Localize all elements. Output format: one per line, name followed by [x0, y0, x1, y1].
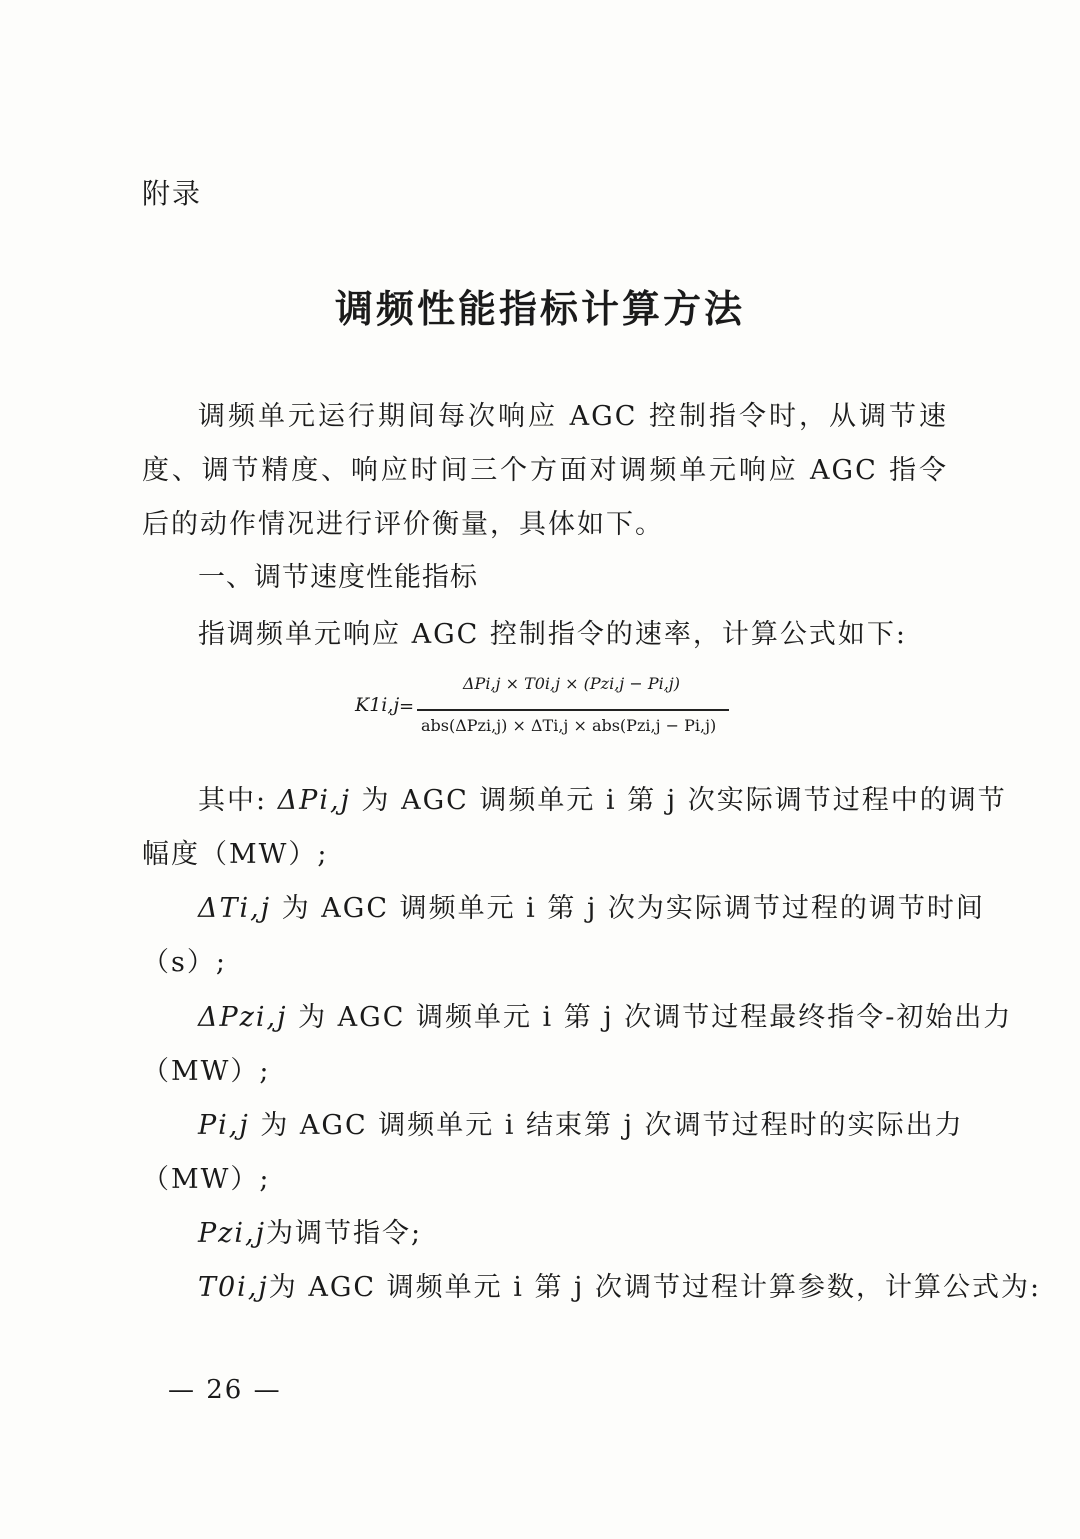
- definition-delta-p-cont: 幅度（MW）;: [142, 839, 329, 870]
- symbol-delta-t: ΔTi,j: [198, 893, 272, 924]
- definition-delta-t-cont: （s）;: [142, 947, 227, 978]
- definition-delta-t: [198, 886, 985, 925]
- definition-pz: [198, 1211, 422, 1250]
- symbol-delta-p: ΔPi,j: [277, 785, 351, 816]
- formula-fraction-bar: [417, 709, 729, 711]
- definition-delta-pz-cont: （MW）;: [142, 1056, 271, 1087]
- definition-p: [198, 1103, 964, 1142]
- page-number: — 26 —: [168, 1375, 282, 1405]
- definition-t0: [198, 1265, 1041, 1304]
- formula-equals: =: [399, 696, 415, 717]
- definition-text: 为调节指令;: [265, 1218, 423, 1249]
- symbol-p: Pi,j: [198, 1110, 250, 1141]
- section-description: 指调频单元响应 AGC 控制指令的速率，计算公式如下:: [198, 619, 907, 650]
- symbol-t0: T0i,j: [198, 1272, 269, 1303]
- section-heading-speed: 一、调节速度性能指标: [198, 562, 478, 593]
- speed-formula: [355, 672, 735, 742]
- page-title: 调频性能指标计算方法: [334, 287, 745, 331]
- definition-prefix: 其中:: [198, 785, 278, 816]
- definition-text: 为 AGC 调频单元 i 第 j 次调节过程最终指令-初始出力: [287, 1002, 1013, 1033]
- definition-delta-p: [198, 778, 1007, 817]
- formula-lhs: K1i,j: [355, 694, 400, 716]
- symbol-delta-pz: ΔPzi,j: [198, 1002, 288, 1033]
- definition-text: 为 AGC 调频单元 i 第 j 次为实际调节过程的调节时间: [271, 893, 985, 924]
- symbol-pz: Pzi,j: [198, 1218, 266, 1249]
- definition-text: 为 AGC 调频单元 i 第 j 次实际调节过程中的调节: [350, 785, 1007, 816]
- formula-numerator: ΔPi,j × T0i,j × (Pzi,j − Pi,j): [463, 674, 681, 693]
- intro-paragraph: 调频单元运行期间每次响应 AGC 控制指令时，从调节速度、调节精度、响应时间三个方面对调频单元响应 AGC 指令后的动作情况进行评价衡量，具体如下。: [142, 401, 948, 540]
- appendix-label: 附录: [142, 177, 203, 210]
- definition-text: 为 AGC 调频单元 i 第 j 次调节过程计算参数，计算公式为:: [268, 1272, 1042, 1303]
- formula-denominator: abs(ΔPzi,j) × ΔTi,j × abs(Pzi,j − Pi,j): [421, 716, 717, 735]
- definition-text: 为 AGC 调频单元 i 结束第 j 次调节过程时的实际出力: [249, 1110, 964, 1141]
- definition-delta-pz: [198, 995, 1012, 1034]
- definition-p-cont: （MW）;: [142, 1164, 271, 1195]
